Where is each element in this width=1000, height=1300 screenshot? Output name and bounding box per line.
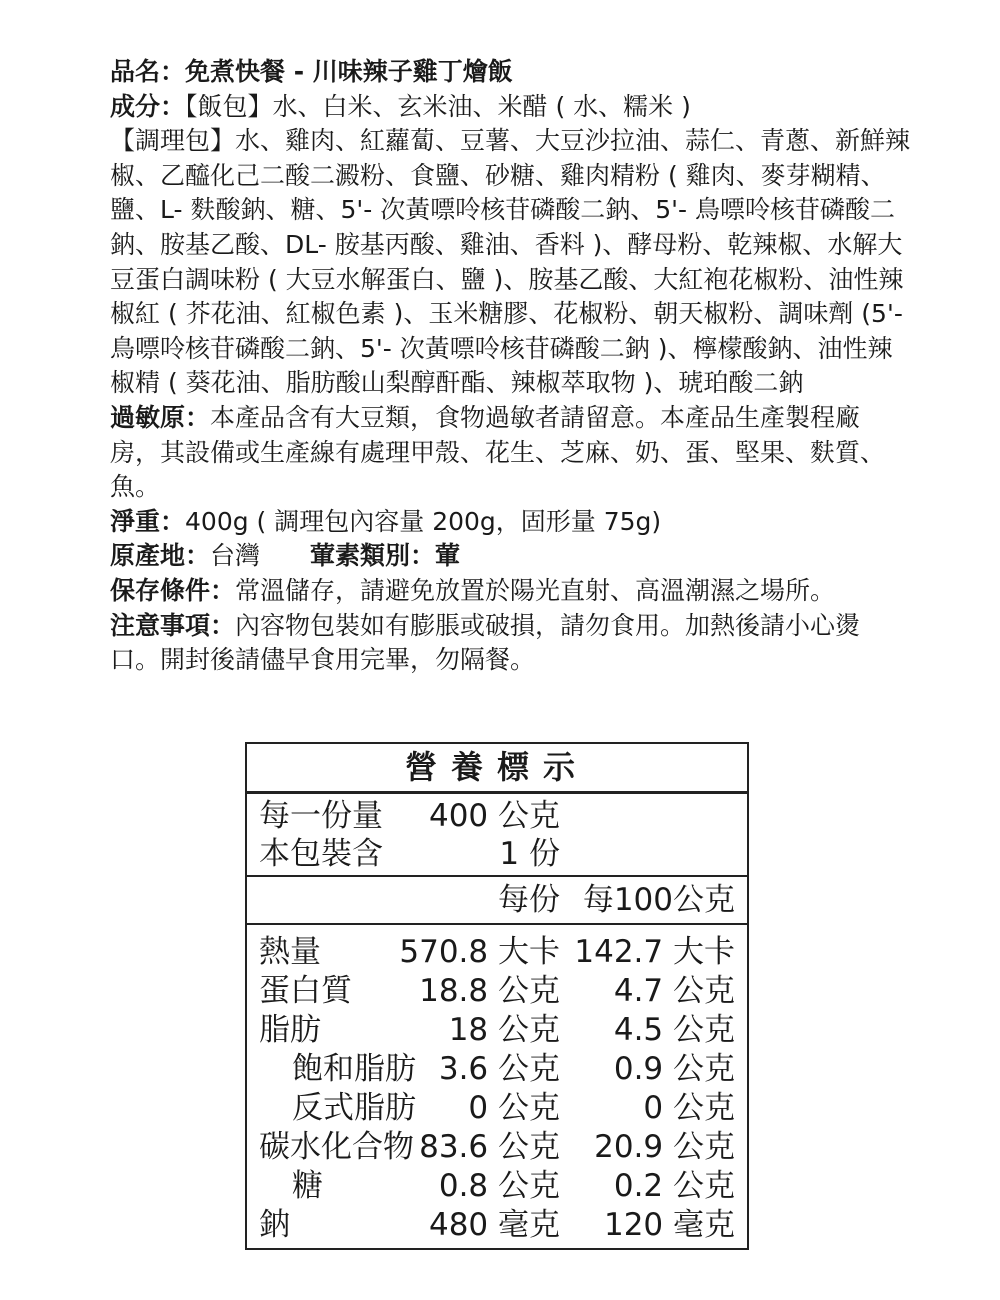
nutrient-row-carbohydrate (247, 1128, 747, 1166)
notice-line (110, 609, 910, 678)
nutrient-per-100g: 4.5 公克 (613, 1012, 735, 1048)
nutrient-per-100g: 0.9 公克 (613, 1051, 735, 1087)
nutrient-per-100g: 0.2 公克 (613, 1168, 735, 1204)
nutrient-per-serving: 18 公克 (448, 1012, 560, 1048)
ingredients-sauce: 【調理包】水、雞肉、紅蘿蔔、豆薯、大豆沙拉油、蒜仁、青蔥、新鮮辣椒、乙醯化己二酸二澱粉、食鹽、砂糖、雞肉精粉 ( 雞肉、麥芽糊精、鹽、L- 麩酸鈉、糖、5'- 次黃嘌呤核苷磷酸二鈉、5'- 鳥嘌呤核苷磷酸二鈉、胺基乙酸、DL- 胺基丙酸、雞油、香料 )、酵母粉、乾辣椒、水解大豆蛋白調味粉 ( 大豆水解蛋白、鹽 )、胺基乙酸、大紅袍花椒粉、油性辣椒紅 ( 芥花油、紅椒色素 )、玉米糖膠、花椒粉、朝天椒粉、調味劑 (5'- 鳥嘌呤核苷磷酸二鈉、5'- 次黃嘌呤核苷磷酸二鈉 )、檸檬酸鈉、油性辣椒精 ( 葵花油、脂肪酸山梨醇酐酯、辣椒萃取物 )、琥珀酸二鈉 (110, 126, 911, 398)
nutrient-row-saturated-fat (247, 1050, 747, 1088)
nutrient-row-sugar (247, 1167, 747, 1205)
ingredients-line (110, 90, 910, 125)
nutrient-per-100g: 142.7 大卡 (574, 934, 735, 970)
nutrient-label: 脂肪 (259, 1012, 321, 1048)
nutrition-title: 營養標示 (247, 744, 747, 794)
allergen-line (110, 401, 910, 505)
origin-value: 台灣 (210, 541, 261, 571)
nutrient-per-serving: 0 公克 (468, 1090, 560, 1126)
net-weight-label: 淨重： (110, 506, 186, 536)
veg-category-label: 葷素類別： (310, 541, 436, 571)
servings-per-package-value: 1 份 (499, 836, 560, 872)
nutrient-per-serving: 570.8 大卡 (399, 934, 560, 970)
nutrient-label: 碳水化合物 (259, 1129, 414, 1165)
origin-line (110, 539, 910, 574)
net-weight-line (110, 505, 910, 540)
storage-label: 保存條件： (110, 575, 236, 605)
column-header-row (247, 877, 747, 925)
nutrient-label: 熱量 (259, 934, 321, 970)
nutrient-label: 糖 (292, 1168, 323, 1204)
ingredients-rice: 【飯包】水、白米、玄米油、米醋 ( 水、糯米 ) (185, 91, 691, 121)
nutrient-row-trans-fat (247, 1089, 747, 1127)
product-name-label: 品名： (110, 57, 186, 86)
product-name-line (110, 55, 910, 90)
nutrient-per-100g: 120 毫克 (603, 1207, 735, 1243)
nutrient-per-100g: 20.9 公克 (594, 1129, 735, 1165)
nutrient-label: 蛋白質 (259, 973, 352, 1009)
nutrient-row-protein (247, 972, 747, 1010)
nutrient-per-serving: 480 毫克 (428, 1207, 560, 1243)
nutrient-label: 鈉 (259, 1207, 290, 1243)
veg-category-value: 葷 (435, 541, 461, 571)
nutrient-row-fat (247, 1011, 747, 1049)
serving-info (247, 793, 747, 877)
col-per-100g-header: 每100公克 (582, 882, 735, 918)
storage-line (110, 574, 910, 609)
nutrient-per-serving: 18.8 公克 (419, 973, 560, 1009)
nutrient-label: 反式脂肪 (292, 1090, 416, 1126)
nutrient-per-100g: 0 公克 (643, 1090, 735, 1126)
ingredients-label: 成分： (110, 91, 186, 121)
serving-size-value: 400 公克 (428, 798, 560, 834)
nutrient-per-serving: 83.6 公克 (419, 1129, 560, 1165)
product-name-value: 免煮快餐 - 川味辣子雞丁燴飯 (185, 57, 513, 86)
servings-per-package-label: 本包裝含 (259, 836, 383, 872)
nutrient-per-serving: 0.8 公克 (438, 1168, 560, 1204)
product-info (110, 55, 910, 678)
nutrition-facts-table (245, 742, 749, 1250)
nutrient-per-serving: 3.6 公克 (438, 1051, 560, 1087)
origin-label: 原產地： (110, 541, 211, 571)
serving-size-label: 每一份量 (259, 798, 383, 834)
nutrient-row-energy (247, 933, 747, 971)
servings-per-package-row (247, 835, 747, 873)
nutrient-per-100g: 4.7 公克 (613, 973, 735, 1009)
column-header-cells (247, 881, 747, 919)
notice-value: 內容物包裝如有膨脹或破損，請勿食用。加熱後請小心燙口。開封後請儘早食用完畢，勿隔餐。 (110, 610, 861, 675)
serving-size-row (247, 797, 747, 835)
allergen-label: 過敏原： (110, 402, 211, 432)
col-per-serving-header: 每份 (498, 882, 560, 918)
storage-value: 常溫儲存，請避免放置於陽光直射、高溫潮濕之場所。 (235, 575, 836, 605)
nutrient-row-sodium (247, 1206, 747, 1244)
net-weight-value: 400g ( 調理包內容量 200g，固形量 75g) (185, 506, 662, 536)
nutrient-label: 飽和脂肪 (292, 1051, 416, 1087)
notice-label: 注意事項： (110, 610, 236, 640)
allergen-value: 本產品含有大豆類，食物過敏者請留意。本產品生產製程廠房，其設備或生產線有處理甲殼、花生、芝麻、奶、蛋、堅果、麩質、魚。 (110, 402, 886, 502)
